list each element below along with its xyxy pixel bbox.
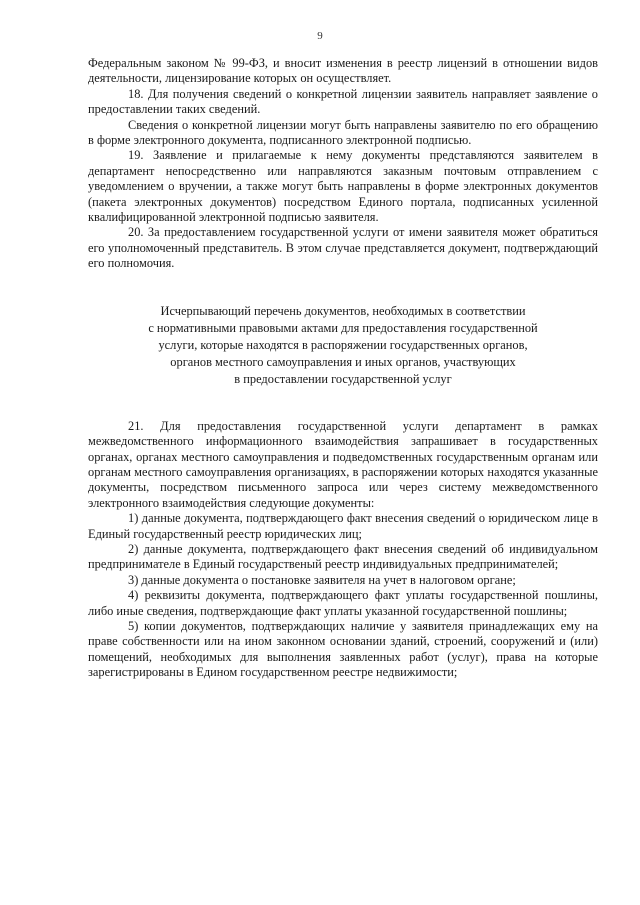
paragraph-21: 21. Для предоставления государственной услуги департамент в рамках межведомственного информационного взаимодействия запрашивает в государственных органах, органах местного самоуправления и подведомственных государственным органам или органам местного самоуправления организациях, в распоряжении которых находятся указанные документы, посредством письменного запроса или через систему межведомственного электронного взаимодействия следующие документы: — [88, 418, 598, 510]
paragraph-20: 20. За предоставлением государственной услуги от имени заявителя может обратиться его уполномоченный представитель. В этом случае представляется документ, подтверждающий его полномочия. — [88, 225, 598, 271]
document-body — [88, 56, 598, 681]
paragraph-19: 19. Заявление и прилагаемые к нему документы представляются заявителем в департамент непосредственно или направляются заказным почтовым отправлением с уведомлением о вручении, а также могут быть направлены в форме электронных документов (пакета электронных документов) посредством Единого портала, подписанных усиленной квалифицированной электронной подписью заявителя. — [88, 148, 598, 225]
heading-line: услуги, которые находятся в распоряжении государственных органов, — [158, 337, 528, 352]
heading-line: в предоставлении государственной услуг — [234, 371, 452, 386]
list-item-4: 4) реквизиты документа, подтверждающего факт уплаты государственной пошлины, либо иные сведения, подтверждающие факт уплаты указанной государственной пошлины; — [88, 588, 598, 618]
paragraph-18-details: Сведения о конкретной лицензии могут быть направлены заявителю по его обращению в форме электронного документа, подписанного электронной подписью. — [88, 117, 598, 148]
page-number: 9 — [317, 30, 323, 42]
heading-line: органов местного самоуправления и иных органов, участвующих — [170, 354, 516, 369]
list-item-3: 3) данные документа о постановке заявителя на учет в налоговом органе; — [128, 572, 516, 587]
list-item-2: 2) данные документа, подтверждающего факт внесения сведений об индивидуальном предпринимателе в Единый государственый реестр индивидуальных предпринимателей; — [88, 541, 598, 572]
heading-line: с нормативными правовыми актами для предоставления государственной — [148, 320, 538, 335]
list-item-1: 1) данные документа, подтверждающего факт внесения сведений о юридическом лице в Единый государственный реестр юридических лиц; — [88, 511, 598, 541]
heading-line: Исчерпывающий перечень документов, необходимых в соответствии — [160, 303, 526, 318]
section-heading — [88, 303, 598, 388]
paragraph-continuation: Федеральным законом № 99-ФЗ, и вносит изменения в реестр лицензий в отношении видов деятельности, лицензирование которых он осуществляет. — [88, 56, 598, 86]
list-item-5: 5) копии документов, подтверждающих наличие у заявителя принадлежащих ему на праве собственности или на ином законном основании зданий, строений, сооружений и (или) помещений, необходимых для выполнения заявленных работ (услуг), права на которые зарегистрированы в Едином государственном реестре недвижимости; — [88, 618, 598, 680]
paragraph-18: 18. Для получения сведений о конкретной лицензии заявитель направляет заявление о предоставлении таких сведений. — [88, 86, 598, 117]
